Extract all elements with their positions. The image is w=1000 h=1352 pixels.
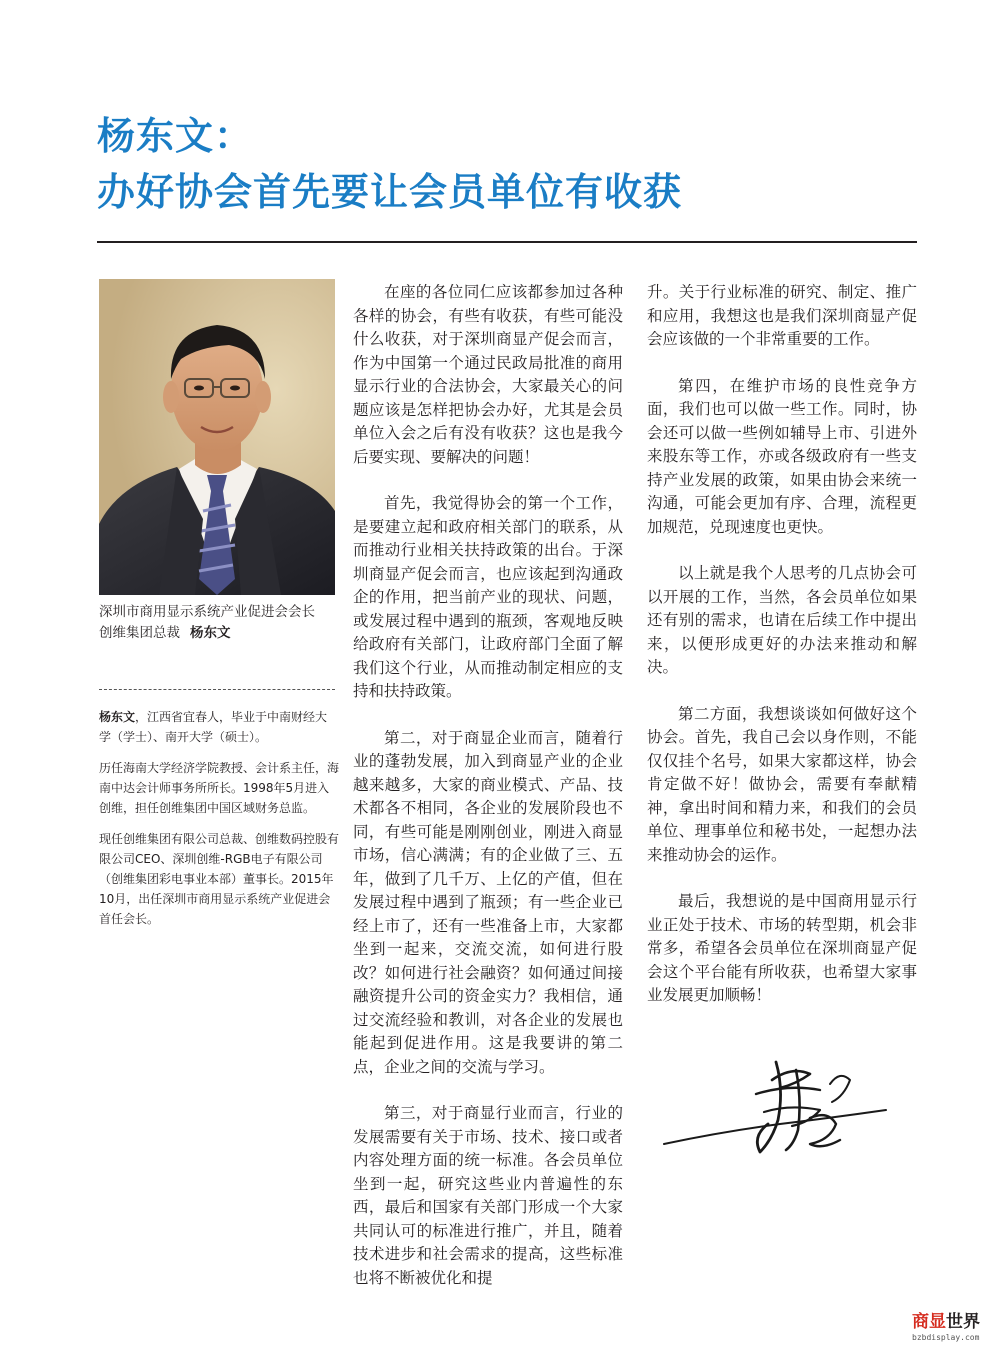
bio-paragraph: 现任创维集团有限公司总裁、创维数码控股有限公司CEO、深圳创维-RGB电子有限公司（创维集团彩电事业本部）董事长。2015年10月，出任深圳市商用显示系统产业促进会首任会长。 xyxy=(99,832,340,926)
article-paragraph: 首先，我觉得协会的第一个工作，是要建立起和政府相关部门的联系，从而推动行业相关扶持政策的出台。于深圳商显产促会而言，也应该起到沟通政企的作用，把当前产业的现状、问题，或发展过程中遇到的瓶颈，客观地反映给政府有关部门，让政府部门全面了解我们这个行业，从而推动制定相应的支持和扶持政策。 xyxy=(353,494,623,700)
title-line-1: 杨东文： xyxy=(97,114,254,158)
publication-logo xyxy=(912,1312,992,1348)
caption-position: 创维集团总裁 xyxy=(99,625,180,641)
title-line-2: 办好协会首先要让会员单位有收获 xyxy=(97,170,683,214)
bio-paragraph: 历任海南大学经济学院教授、会计系主任，海南中达会计师事务所所长。1998年5月进入创维，担任创维集团中国区域财务总监。 xyxy=(99,761,340,815)
caption-name: 杨东文 xyxy=(190,625,231,641)
article-paragraph: 在座的各位同仁应该都参加过各种各样的协会，有些有收获，有些可能没什么收获，对于深圳商显产促会而言，作为中国第一个通过民政局批准的商用显示行业的合法协会，大家最关心的问题应该是怎样把协会办好，尤其是会员单位入会之后有没有收获？这也是我今后要实现、要解决的问题！ xyxy=(353,283,623,466)
article-title xyxy=(97,108,917,220)
article-paragraph: 第二，对于商显企业而言，随着行业的蓬勃发展，加入到商显产业的企业越来越多，大家的商业模式、产品、技术都各不相同，各企业的发展阶段也不同，有些可能是刚刚创业，刚进入商显市场，信心满满；有的企业做了三、五年，做到了几千万、上亿的产值，但在发展过程中遇到了瓶颈；有一些企业已经上市了，还有一些准备上市，大家都坐到一起来，交流交流，如何进行股改？如何进行社会融资？如何通过间接融资提升公司的资金实力？我相信，通过交流经验和教训，对各企业的发展也能起到促进作用。这是我要讲的第二点，企业之间的交流与学习。 xyxy=(353,728,623,1076)
portrait-illustration xyxy=(99,279,335,595)
article-column-2 xyxy=(647,281,917,1031)
article-paragraph: 第四，在维护市场的良性竞争方面，我们也可以做一些工作。同时，协会还可以做一些例如辅导上市、引进外来股东等工作，亦或各级政府有一些支持产业发展的政策，如果由协会来统一沟通，可能会更加有序、合理，流程更加规范，兑现速度也更快。 xyxy=(647,376,917,536)
article-paragraph: 最后，我想说的是中国商用显示行业正处于技术、市场的转型期，机会非常多，希望各会员单位在深圳商显产促会这个平台能有所收获，也希望大家事业发展更加顺畅！ xyxy=(647,892,917,1004)
title-divider xyxy=(97,241,917,243)
article-paragraph: 第三，对于商显行业而言，行业的发展需要有关于市场、技术、接口或者内容处理方面的统一标准。各会员单位坐到一起，研究这些业内普遍性的东西，最后和国家有关部门形成一个大家共同认可的标准进行推广，并且，随着技术进步和社会需求的提高，这些标准也将不断被优化和提 xyxy=(353,1104,623,1287)
logo-url: bzbdisplay.com xyxy=(912,1333,980,1342)
caption-role xyxy=(99,623,349,644)
caption-divider xyxy=(99,689,335,690)
logo-part-2: 世界 xyxy=(946,1312,980,1332)
article-paragraph: 以上就是我个人思考的几点协会可以开展的工作，当然，各会员单位如果还有别的需求，也请在后续工作中提出来，以便形成更好的办法来推动和解决。 xyxy=(647,564,917,676)
portrait-photo xyxy=(99,279,335,595)
article-column-1 xyxy=(353,281,623,1313)
logo-wordmark xyxy=(912,1312,992,1332)
signature-icon xyxy=(660,1040,900,1170)
bio-name: 杨东文 xyxy=(99,710,136,724)
bio-text: ，江西省宜春人，毕业于中南财经大学（学士）、南开大学（硕士）。 xyxy=(99,710,328,744)
biography xyxy=(99,707,339,940)
logo-part-1: 商显 xyxy=(912,1312,946,1332)
caption-title: 深圳市商用显示系统产业促进会会长 xyxy=(99,604,315,620)
photo-caption xyxy=(99,602,349,644)
article-paragraph-continued: 升。关于行业标准的研究、制定、推广和应用，我想这也是我们深圳商显产促会应该做的一个非常重要的工作。 xyxy=(647,283,917,348)
bio-paragraph xyxy=(99,707,339,747)
article-paragraph: 第二方面，我想谈谈如何做好这个协会。首先，我自己会以身作则，不能仅仅挂个名号，如果大家都这样，协会肯定做不好！做协会，需要有奉献精神，拿出时间和精力来，和我们的会员单位、理事单位和秘书处，一起想办法来推动协会的运作。 xyxy=(647,704,917,864)
handwritten-signature xyxy=(660,1040,900,1170)
